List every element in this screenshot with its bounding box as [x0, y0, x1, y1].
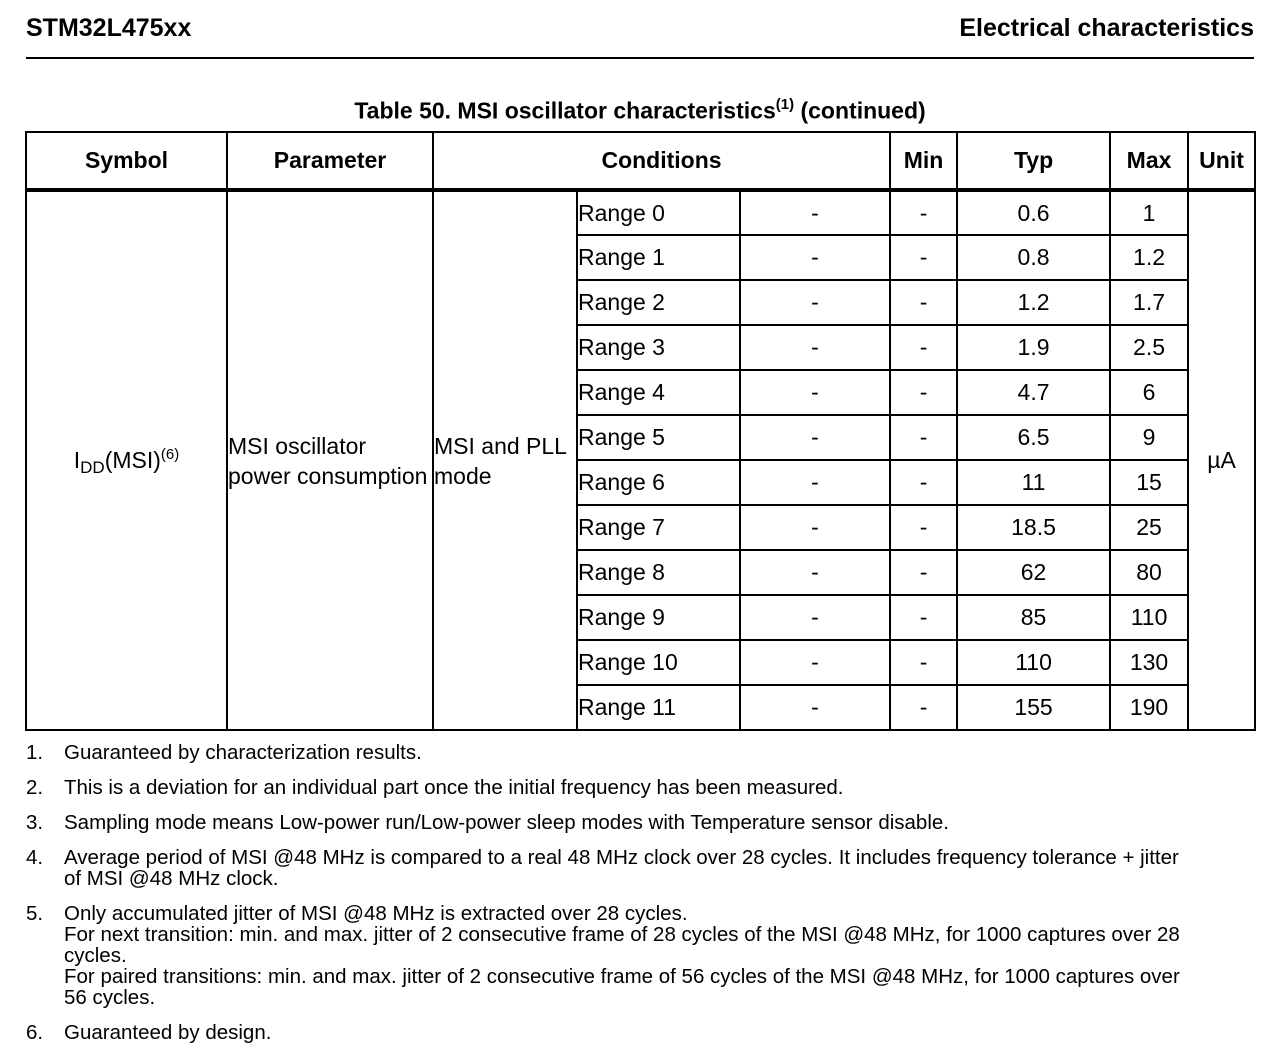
condition-value-cell: - [740, 505, 890, 550]
header-min: Min [890, 132, 957, 190]
typ-cell: 85 [957, 595, 1110, 640]
max-cell: 6 [1110, 370, 1188, 415]
footnote-number: 5. [26, 902, 44, 925]
condition-value-cell: - [740, 640, 890, 685]
min-cell: - [890, 685, 957, 730]
typ-cell: 6.5 [957, 415, 1110, 460]
condition-value-cell: - [740, 280, 890, 325]
footnote-number: 6. [26, 1021, 44, 1044]
typ-cell: 0.6 [957, 190, 1110, 235]
footnote-item [26, 847, 1226, 889]
header-divider [26, 57, 1254, 59]
typ-cell: 11 [957, 460, 1110, 505]
min-cell: - [890, 550, 957, 595]
parameter-cell: MSI oscillator power consumption [227, 190, 433, 730]
range-cell: Range 8 [577, 550, 740, 595]
max-cell: 110 [1110, 595, 1188, 640]
range-cell: Range 3 [577, 325, 740, 370]
typ-cell: 4.7 [957, 370, 1110, 415]
condition-value-cell: - [740, 235, 890, 280]
caption-text: Table 50. MSI oscillator characteristics [354, 97, 776, 124]
range-cell: Range 4 [577, 370, 740, 415]
table-header-row [26, 132, 1255, 190]
footnote-text: For next transition: min. and max. jitter of 2 consecutive frame of 28 cycles of the MSI @48 MHz, for 1000 captures over 28 [64, 923, 1180, 946]
header-max: Max [1110, 132, 1188, 190]
min-cell: - [890, 505, 957, 550]
condition-value-cell: - [740, 550, 890, 595]
min-cell: - [890, 640, 957, 685]
footnote-text: of MSI @48 MHz clock. [64, 867, 279, 890]
footnote-item [26, 777, 1226, 798]
header-parameter: Parameter [227, 132, 433, 190]
min-cell: - [890, 595, 957, 640]
footnote-text: cycles. [64, 944, 127, 967]
max-cell: 190 [1110, 685, 1188, 730]
condition-value-cell: - [740, 325, 890, 370]
section-title: Electrical characteristics [959, 14, 1254, 42]
min-cell: - [890, 280, 957, 325]
max-cell: 2.5 [1110, 325, 1188, 370]
footnote-item [26, 903, 1226, 1008]
footnotes [26, 742, 1226, 1057]
table-row [26, 190, 1255, 235]
footnote-text: This is a deviation for an individual part once the initial frequency has been measured. [64, 776, 844, 799]
unit-cell: µA [1188, 190, 1255, 730]
typ-cell: 62 [957, 550, 1110, 595]
footnote-text: Only accumulated jitter of MSI @48 MHz is extracted over 28 cycles. [64, 902, 688, 925]
header-unit: Unit [1188, 132, 1255, 190]
symbol-main: I [73, 447, 81, 473]
footnote-text: 56 cycles. [64, 986, 156, 1009]
document-title: STM32L475xx [26, 14, 192, 42]
typ-cell: 1.9 [957, 325, 1110, 370]
footnote-number: 4. [26, 846, 44, 869]
footnote-item [26, 1022, 1226, 1043]
footnote-number: 3. [26, 811, 44, 834]
range-cell: Range 7 [577, 505, 740, 550]
footnote-item [26, 812, 1226, 833]
min-cell: - [890, 370, 957, 415]
header-conditions: Conditions [433, 132, 890, 190]
max-cell: 25 [1110, 505, 1188, 550]
range-cell: Range 10 [577, 640, 740, 685]
caption-suffix: (continued) [794, 97, 926, 124]
caption-footnote-ref: (1) [775, 96, 795, 113]
range-cell: Range 5 [577, 415, 740, 460]
footnote-text: Sampling mode means Low-power run/Low-power sleep modes with Temperature sensor disable. [64, 811, 949, 834]
max-cell: 1.2 [1110, 235, 1188, 280]
typ-cell: 110 [957, 640, 1110, 685]
typ-cell: 155 [957, 685, 1110, 730]
typ-cell: 0.8 [957, 235, 1110, 280]
header-symbol: Symbol [26, 132, 227, 190]
condition-value-cell: - [740, 595, 890, 640]
min-cell: - [890, 415, 957, 460]
range-cell: Range 0 [577, 190, 740, 235]
condition-value-cell: - [740, 685, 890, 730]
footnote-text: Guaranteed by characterization results. [64, 741, 422, 764]
max-cell: 80 [1110, 550, 1188, 595]
condition-value-cell: - [740, 190, 890, 235]
symbol-footnote-ref: (6) [160, 446, 180, 463]
max-cell: 130 [1110, 640, 1188, 685]
symbol-rest: (MSI) [104, 447, 161, 473]
condition-value-cell: - [740, 460, 890, 505]
symbol-subscript: DD [80, 458, 105, 477]
footnote-text: For paired transitions: min. and max. jitter of 2 consecutive frame of 56 cycles of the MSI @48 MHz, for 1000 captures over [64, 965, 1180, 988]
condition-value-cell: - [740, 415, 890, 460]
condition-cell: MSI and PLL mode [433, 190, 577, 730]
min-cell: - [890, 325, 957, 370]
range-cell: Range 2 [577, 280, 740, 325]
msi-characteristics-table [25, 131, 1256, 731]
condition-value-cell: - [740, 370, 890, 415]
range-cell: Range 9 [577, 595, 740, 640]
footnote-number: 1. [26, 741, 44, 764]
max-cell: 1 [1110, 190, 1188, 235]
range-cell: Range 11 [577, 685, 740, 730]
footnote-number: 2. [26, 776, 44, 799]
footnote-item [26, 742, 1226, 763]
footnote-text: Average period of MSI @48 MHz is compared to a real 48 MHz clock over 28 cycles. It includes frequency tolerance + jitter [64, 846, 1179, 869]
max-cell: 15 [1110, 460, 1188, 505]
min-cell: - [890, 235, 957, 280]
symbol-cell [26, 190, 227, 730]
range-cell: Range 6 [577, 460, 740, 505]
header-typ: Typ [957, 132, 1110, 190]
range-cell: Range 1 [577, 235, 740, 280]
table-caption [0, 97, 1277, 125]
max-cell: 1.7 [1110, 280, 1188, 325]
max-cell: 9 [1110, 415, 1188, 460]
min-cell: - [890, 460, 957, 505]
typ-cell: 1.2 [957, 280, 1110, 325]
min-cell: - [890, 190, 957, 235]
footnote-text: Guaranteed by design. [64, 1021, 272, 1044]
typ-cell: 18.5 [957, 505, 1110, 550]
